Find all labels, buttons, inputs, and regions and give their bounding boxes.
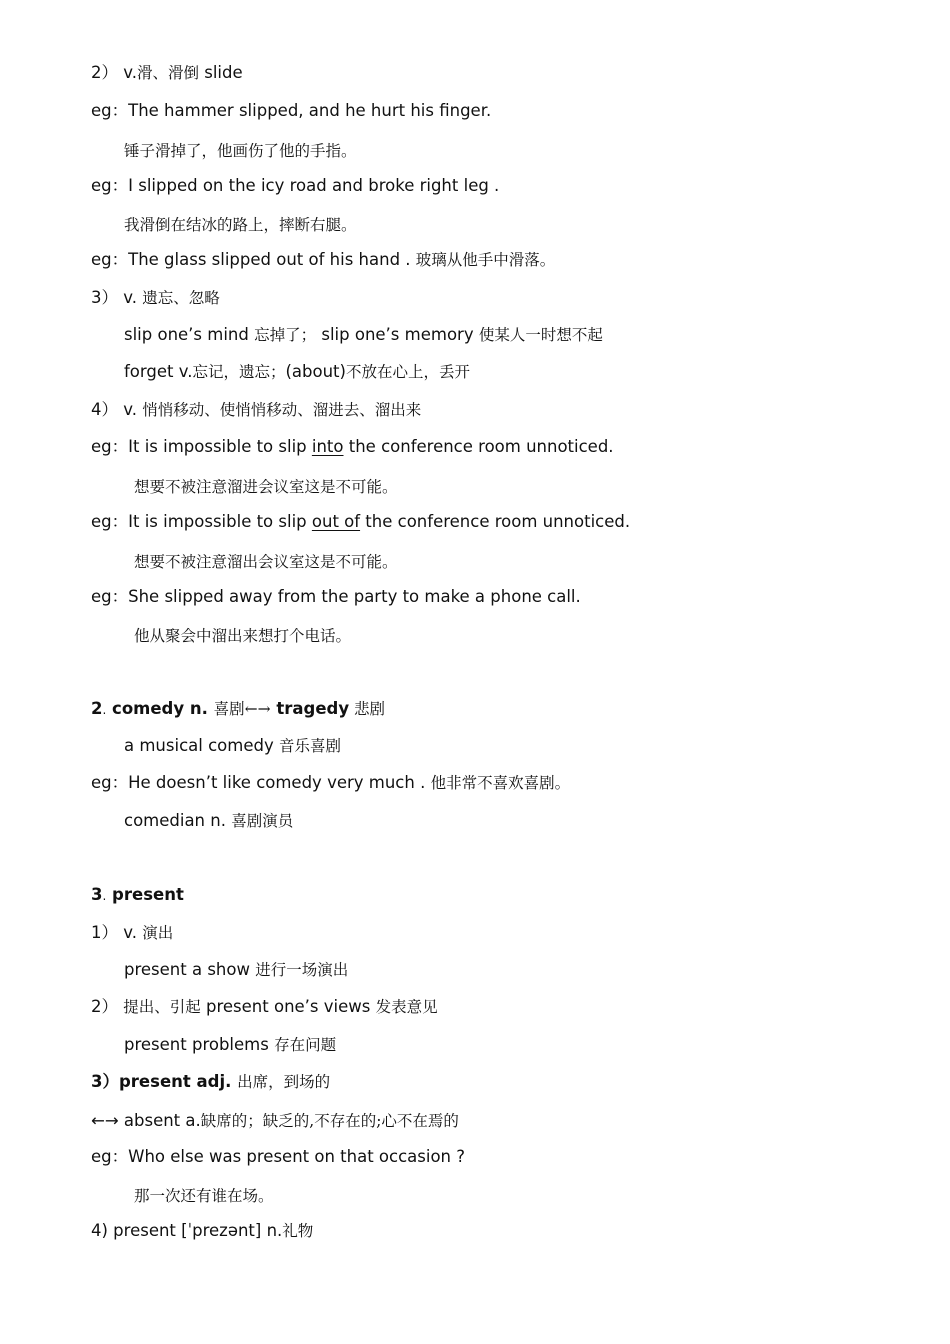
example-translation: 锤子滑掉了，他画伤了他的手指。 xyxy=(124,142,357,160)
part-of-speech: n. xyxy=(184,699,214,718)
sense-1-heading: 1） v. 演出 xyxy=(91,923,174,942)
chinese-meaning: 遗忘、忽略 xyxy=(142,289,220,307)
example-translation: 想要不被注意溜出会议室这是不可能。 xyxy=(134,553,398,571)
sense-3-heading: 3） v. 遗忘、忽略 xyxy=(91,288,220,307)
sense-number: 2） v. xyxy=(91,63,137,82)
entry-comedy-heading: 2. comedy n. 喜剧←→ tragedy 悲剧 xyxy=(91,699,386,718)
example-translation: 他从聚会中溜出来想打个电话。 xyxy=(134,627,352,645)
example-translation: 他非常不喜欢喜剧。 xyxy=(430,774,571,792)
entry-number: 3 xyxy=(91,885,103,904)
example-sentence: eg：The hammer slipped, and he hurt his finger. xyxy=(91,101,492,120)
chinese-meaning: 滑、滑倒 xyxy=(136,64,199,82)
phrase-line: present problems 存在问题 xyxy=(124,1035,337,1054)
synonym: slide xyxy=(199,63,243,82)
sense-2-heading: 2） 提出、引起 present one’s views 发表意见 xyxy=(91,997,438,1016)
underlined-word: out of xyxy=(311,512,361,531)
antonym-line: ←→ absent a.缺席的；缺乏的,不存在的;心不在焉的 xyxy=(91,1111,459,1130)
headword: comedy xyxy=(106,699,185,718)
example-sentence: eg：It is impossible to slip into the conference room unnoticed. xyxy=(91,437,614,456)
example-sentence: eg：Who else was present on that occasion ? xyxy=(91,1147,466,1166)
headword: present xyxy=(106,885,184,904)
example-translation: 我滑倒在结冰的路上，摔断右腿。 xyxy=(124,216,357,234)
entry-number: 2 xyxy=(91,699,103,718)
phrase-line: slip one’s mind 忘掉了； slip one’s memory 使某人一时想不起 xyxy=(124,325,603,344)
sense-4-heading: 4) present [ˈprezənt] n.礼物 xyxy=(91,1221,314,1240)
example-sentence: eg：The glass slipped out of his hand . 玻璃从他手中滑落。 xyxy=(91,250,556,269)
sense-2-heading xyxy=(91,62,243,84)
derived-word: comedian n. 喜剧演员 xyxy=(124,811,294,830)
sense-3-heading: 3）present adj. 出席，到场的 xyxy=(91,1072,331,1091)
example-translation: 想要不被注意溜进会议室这是不可能。 xyxy=(134,478,398,496)
sense-4-heading: 4） v. 悄悄移动、使悄悄移动、溜进去、溜出来 xyxy=(91,400,422,419)
phrase-line: forget v.忘记，遗忘；(about)不放在心上，丢开 xyxy=(124,362,470,381)
part-of-speech: adj. xyxy=(190,1072,238,1091)
example-sentence: eg：It is impossible to slip out of the conference room unnoticed. xyxy=(91,512,631,531)
entry-present-heading: 3. present xyxy=(91,885,184,904)
antonym: tragedy xyxy=(270,699,350,718)
example-translation: 玻璃从他手中滑落。 xyxy=(415,251,556,269)
phrase-line: a musical comedy 音乐喜剧 xyxy=(124,736,341,755)
chinese-meaning: 悄悄移动、使悄悄移动、溜进去、溜出来 xyxy=(142,401,422,419)
example-sentence: eg：He doesn’t like comedy very much . 他非常不喜欢喜剧。 xyxy=(91,773,571,792)
example-sentence: eg：I slipped on the icy road and broke right leg . xyxy=(91,176,500,195)
example-translation: 那一次还有谁在场。 xyxy=(134,1187,274,1205)
phrase-line: present a show 进行一场演出 xyxy=(124,960,349,979)
example-sentence: eg：She slipped away from the party to make a phone call. xyxy=(91,587,581,606)
underlined-word: into xyxy=(311,437,344,456)
